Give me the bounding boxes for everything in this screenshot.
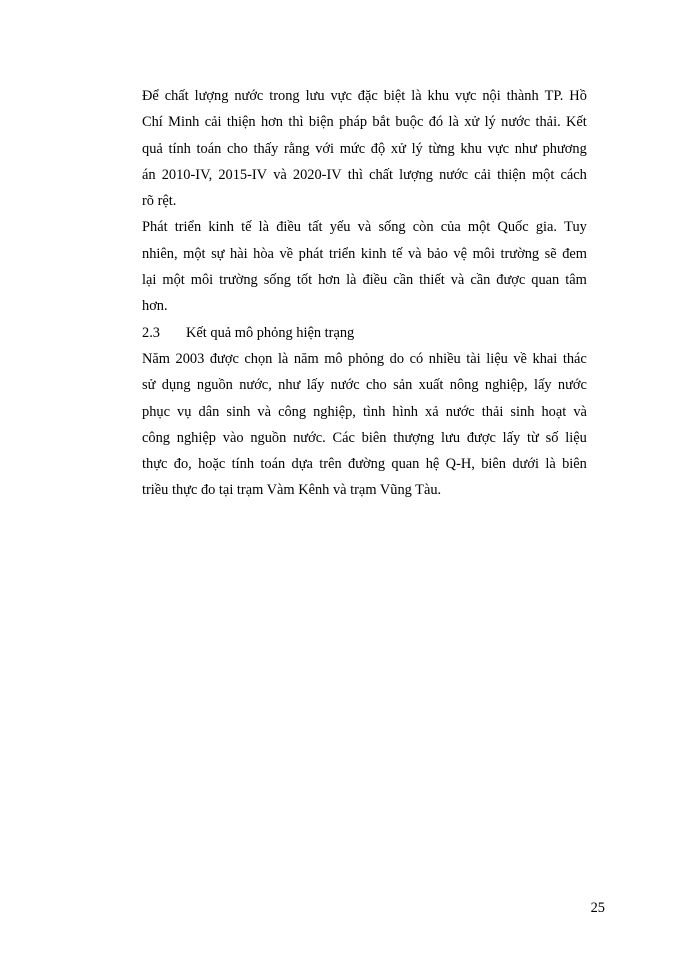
section-title: Kết quả mô phỏng hiện trạng: [186, 324, 355, 341]
text-line: Năm 2003 được chọn là năm mô phỏng do có nhiều tài liệu về khai thác: [142, 350, 587, 367]
text-line: công nghiệp vào nguồn nước. Các biên thượng lưu được lấy từ số liệu: [142, 429, 587, 446]
text-line: Để chất lượng nước trong lưu vực đặc biệt là khu vực nội thành TP. Hồ: [142, 88, 587, 104]
text-line: thực đo, hoặc tính toán dựa trên đường quan hệ Q-H, biên dưới là biên: [142, 456, 587, 473]
section-number: 2.3: [142, 324, 160, 341]
text-line: nhiên, một sự hài hòa về phát triển kinh tế và bảo vệ môi trường sẽ đem: [142, 245, 587, 262]
document-body: [142, 83, 587, 504]
paragraph-water-quality: [142, 83, 587, 214]
text-line: sử dụng nguồn nước, như lấy nước cho sản xuất nông nghiệp, lấy nước: [142, 377, 587, 394]
text-line: quả tính toán cho thấy rằng với mức độ xử lý từng khu vực như phương: [142, 140, 587, 157]
text-line: Phát triển kinh tế là điều tất yếu và sống còn của một Quốc gia. Tuy: [142, 219, 587, 236]
section-heading: [142, 320, 587, 346]
text-line: triều thực đo tại trạm Vàm Kênh và trạm Vũng Tàu.: [142, 482, 442, 499]
paragraph-simulation-year: [142, 346, 587, 504]
page-number: 25: [590, 900, 605, 916]
text-line: Chí Minh cải thiện hơn thì biện pháp bắt buộc đó là xử lý nước thải. Kết: [142, 114, 587, 131]
text-line: án 2010-IV, 2015-IV và 2020-IV thì chất lượng nước cải thiện một cách: [142, 166, 587, 183]
text-line: lại một môi trường sống tốt hơn là điều cần thiết và cần được quan tâm: [142, 272, 587, 289]
text-line: hơn.: [142, 298, 168, 315]
text-line: phục vụ dân sinh và công nghiệp, tình hình xả nước thải sinh hoạt và: [142, 403, 587, 420]
text-line: rõ rệt.: [142, 193, 177, 210]
paragraph-economic-development: [142, 214, 587, 319]
